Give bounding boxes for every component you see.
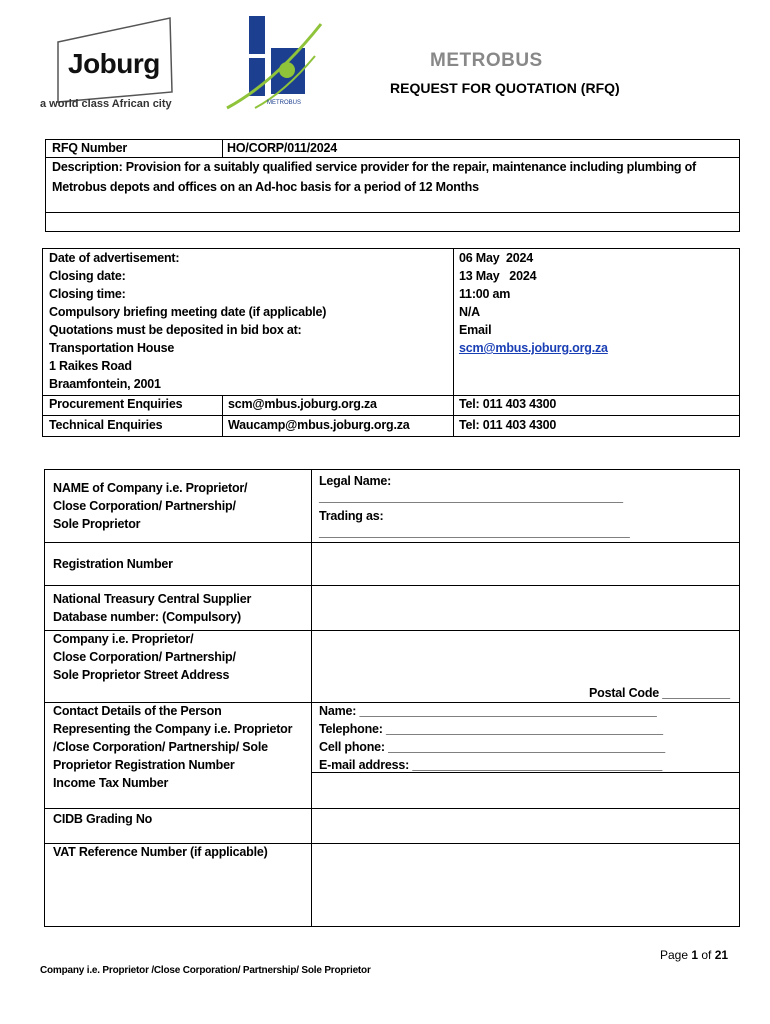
joburg-logo-wordmark: Joburg (68, 48, 160, 79)
contact-label-4: Proprietor Registration Number (53, 758, 235, 772)
contact-label-2: Representing the Company i.e. Proprietor (53, 722, 293, 736)
briefing-value: N/A (459, 305, 480, 319)
street-address-label-3: Sole Proprietor Street Address (53, 668, 230, 682)
registration-number-label: Registration Number (53, 557, 173, 571)
trading-as-field[interactable]: ______________________________________________ (319, 525, 630, 539)
closing-time-label: Closing time: (49, 287, 126, 301)
procurement-tel: Tel: 011 403 4300 (459, 397, 557, 411)
contact-name-field[interactable]: Name: ____________________________________________ (319, 704, 657, 718)
street-address-label-2: Close Corporation/ Partnership/ (53, 650, 236, 664)
contact-cell-field[interactable]: Cell phone: _________________________________________ (319, 740, 665, 754)
rfq-description-text: : Provision for a suitably qualified service provider for the repair, maintenance including plumbing of (118, 160, 696, 174)
address-line-2: 1 Raikes Road (49, 359, 132, 373)
deposit-method: Email (459, 323, 492, 337)
page-number (660, 948, 728, 962)
metrobus-logo-mark (225, 12, 325, 112)
page-number-prefix: Page (660, 948, 692, 962)
page-number-of: of (698, 948, 715, 962)
joburg-logo (40, 14, 215, 114)
contact-telephone-field[interactable]: Telephone: _________________________________________ (319, 722, 663, 736)
joburg-logo-tagline: a world class African city (40, 98, 172, 110)
company-name-label-1: NAME of Company i.e. Proprietor/ (53, 481, 248, 495)
vat-label: VAT Reference Number (if applicable) (53, 845, 268, 859)
page-number-total: 21 (714, 948, 729, 962)
legal-name-field[interactable]: _____________________________________________ (319, 490, 623, 504)
rfq-description-line2: Metrobus depots and offices on an Ad-hoc basis for a period of 12 Months (52, 180, 479, 194)
footer-note: Company i.e. Proprietor /Close Corporation/ Partnership/ Sole Proprietor (40, 965, 371, 976)
rfq-number-value: HO/CORP/011/2024 (227, 141, 338, 155)
advert-date-label: Date of advertisement: (49, 251, 180, 265)
technical-tel: Tel: 011 403 4300 (459, 418, 557, 432)
rfq-description (52, 160, 696, 174)
treasury-label-1: National Treasury Central Supplier (53, 592, 252, 606)
technical-label: Technical Enquiries (49, 418, 163, 432)
company-name-label-3: Sole Proprietor (53, 517, 141, 531)
postal-code-field[interactable]: Postal Code __________ (589, 686, 730, 700)
income-tax-label: Income Tax Number (53, 776, 169, 790)
document-subtitle: REQUEST FOR QUOTATION (RFQ) (390, 80, 620, 96)
document-title: METROBUS (430, 50, 543, 71)
address-line-1: Transportation House (49, 341, 175, 355)
treasury-label-2: Database number: (Compulsory) (53, 610, 241, 624)
deposit-label: Quotations must be deposited in bid box at: (49, 323, 302, 337)
legal-name-label: Legal Name: (319, 474, 392, 488)
trading-as-label: Trading as: (319, 509, 384, 523)
contact-email-field[interactable]: E-mail address: _____________________________________ (319, 758, 663, 772)
contact-label-3: /Close Corporation/ Partnership/ Sole (53, 740, 268, 754)
contact-label-1: Contact Details of the Person (53, 704, 222, 718)
closing-time-value: 11:00 am (459, 287, 511, 301)
closing-date-value: 13 May 2024 (459, 269, 537, 283)
briefing-label: Compulsory briefing meeting date (if applicable) (49, 305, 327, 319)
deposit-email-link[interactable]: scm@mbus.joburg.org.za (459, 341, 608, 355)
rfq-number-label: RFQ Number (52, 141, 128, 155)
page-number-current: 1 (691, 948, 699, 962)
metrobus-logo-caption: METROBUS (267, 100, 302, 106)
cidb-label: CIDB Grading No (53, 812, 153, 826)
company-name-label-2: Close Corporation/ Partnership/ (53, 499, 236, 513)
rfq-description-label: Description (52, 160, 119, 174)
closing-date-label: Closing date: (49, 269, 126, 283)
procurement-email: scm@mbus.joburg.org.za (228, 397, 377, 411)
metrobus-logo (225, 12, 325, 112)
address-line-3: Braamfontein, 2001 (49, 377, 161, 391)
advert-date-value: 06 May 2024 (459, 251, 534, 265)
procurement-label: Procurement Enquiries (49, 397, 183, 411)
technical-email: Waucamp@mbus.joburg.org.za (228, 418, 410, 432)
street-address-label-1: Company i.e. Proprietor/ (53, 632, 194, 646)
